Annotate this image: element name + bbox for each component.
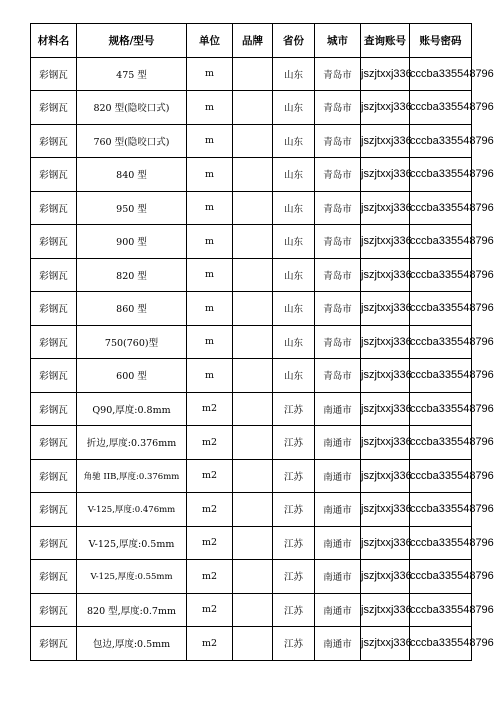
cell-account-password: cccba335548796 xyxy=(410,258,472,292)
table-row xyxy=(31,191,472,225)
cell-city: 南通市 xyxy=(315,392,361,426)
cell-query-account: jszjtxxj336 xyxy=(361,426,410,460)
cell-spec: 包边,厚度:0.5mm xyxy=(77,627,187,661)
cell-account-password: cccba335548796 xyxy=(410,560,472,594)
cell-city: 青岛市 xyxy=(315,325,361,359)
table-row xyxy=(31,124,472,158)
cell-query-account: jszjtxxj336 xyxy=(361,91,410,125)
cell-city: 南通市 xyxy=(315,526,361,560)
table-row xyxy=(31,57,472,91)
cell-spec: 840 型 xyxy=(77,158,187,192)
cell-city: 南通市 xyxy=(315,459,361,493)
cell-province: 江苏 xyxy=(273,392,315,426)
header-material: 材料名 xyxy=(31,24,77,58)
header-province: 省份 xyxy=(273,24,315,58)
cell-account-password: cccba335548796 xyxy=(410,359,472,393)
header-account-password: 账号密码 xyxy=(410,24,472,58)
cell-material: 彩钢瓦 xyxy=(31,359,77,393)
cell-unit: m2 xyxy=(187,627,233,661)
table-row xyxy=(31,593,472,627)
cell-brand xyxy=(233,124,273,158)
table-row xyxy=(31,493,472,527)
cell-unit: m xyxy=(187,124,233,158)
cell-city: 青岛市 xyxy=(315,191,361,225)
cell-query-account: jszjtxxj336 xyxy=(361,325,410,359)
cell-material: 彩钢瓦 xyxy=(31,225,77,259)
cell-spec: 860 型 xyxy=(77,292,187,326)
cell-city: 南通市 xyxy=(315,627,361,661)
cell-material: 彩钢瓦 xyxy=(31,57,77,91)
header-brand: 品牌 xyxy=(233,24,273,58)
table-row xyxy=(31,359,472,393)
cell-material: 彩钢瓦 xyxy=(31,292,77,326)
cell-spec: 折边,厚度:0.376mm xyxy=(77,426,187,460)
cell-city: 青岛市 xyxy=(315,158,361,192)
cell-brand xyxy=(233,225,273,259)
cell-unit: m xyxy=(187,258,233,292)
cell-spec: Q90,厚度:0.8mm xyxy=(77,392,187,426)
cell-material: 彩钢瓦 xyxy=(31,325,77,359)
cell-material: 彩钢瓦 xyxy=(31,124,77,158)
cell-account-password: cccba335548796 xyxy=(410,158,472,192)
cell-province: 山东 xyxy=(273,57,315,91)
cell-account-password: cccba335548796 xyxy=(410,593,472,627)
cell-brand xyxy=(233,560,273,594)
cell-spec: 750(760)型 xyxy=(77,325,187,359)
cell-material: 彩钢瓦 xyxy=(31,426,77,460)
table-row xyxy=(31,392,472,426)
cell-account-password: cccba335548796 xyxy=(410,57,472,91)
cell-brand xyxy=(233,158,273,192)
cell-query-account: jszjtxxj336 xyxy=(361,392,410,426)
table-row xyxy=(31,560,472,594)
cell-spec: 角驰 IIB,厚度:0.376mm xyxy=(77,459,187,493)
cell-province: 山东 xyxy=(273,158,315,192)
table-header-row xyxy=(31,24,472,58)
cell-account-password: cccba335548796 xyxy=(410,526,472,560)
table-row xyxy=(31,627,472,661)
header-unit: 单位 xyxy=(187,24,233,58)
table-body xyxy=(31,57,494,660)
cell-province: 江苏 xyxy=(273,526,315,560)
cell-unit: m xyxy=(187,158,233,192)
cell-brand xyxy=(233,627,273,661)
header-city: 城市 xyxy=(315,24,361,58)
cell-brand xyxy=(233,258,273,292)
cell-brand xyxy=(233,426,273,460)
table-row xyxy=(31,526,472,560)
cell-query-account: jszjtxxj336 xyxy=(361,359,410,393)
cell-material: 彩钢瓦 xyxy=(31,459,77,493)
cell-city: 青岛市 xyxy=(315,292,361,326)
cell-query-account: jszjtxxj336 xyxy=(361,191,410,225)
cell-spec: V-125,厚度:0.55mm xyxy=(77,560,187,594)
cell-spec: V-125,厚度:0.5mm xyxy=(77,526,187,560)
table-row xyxy=(31,158,472,192)
cell-material: 彩钢瓦 xyxy=(31,526,77,560)
cell-material: 彩钢瓦 xyxy=(31,392,77,426)
cell-province: 山东 xyxy=(273,225,315,259)
cell-city: 青岛市 xyxy=(315,258,361,292)
cell-unit: m xyxy=(187,191,233,225)
cell-query-account: jszjtxxj336 xyxy=(361,292,410,326)
cell-province: 江苏 xyxy=(273,459,315,493)
cell-brand xyxy=(233,57,273,91)
cell-spec: V-125,厚度:0.476mm xyxy=(77,493,187,527)
cell-spec: 950 型 xyxy=(77,191,187,225)
cell-material: 彩钢瓦 xyxy=(31,593,77,627)
cell-spec: 820 型 xyxy=(77,258,187,292)
cell-query-account: jszjtxxj336 xyxy=(361,158,410,192)
cell-unit: m xyxy=(187,292,233,326)
cell-material: 彩钢瓦 xyxy=(31,493,77,527)
table-row xyxy=(31,258,472,292)
cell-query-account: jszjtxxj336 xyxy=(361,225,410,259)
cell-province: 江苏 xyxy=(273,493,315,527)
cell-unit: m2 xyxy=(187,560,233,594)
cell-unit: m xyxy=(187,225,233,259)
table-row xyxy=(31,426,472,460)
cell-province: 江苏 xyxy=(273,560,315,594)
cell-material: 彩钢瓦 xyxy=(31,91,77,125)
cell-brand xyxy=(233,191,273,225)
cell-material: 彩钢瓦 xyxy=(31,158,77,192)
cell-material: 彩钢瓦 xyxy=(31,560,77,594)
cell-spec: 760 型(隐咬口式) xyxy=(77,124,187,158)
cell-spec: 600 型 xyxy=(77,359,187,393)
cell-account-password: cccba335548796 xyxy=(410,426,472,460)
header-query-account: 查询账号 xyxy=(361,24,410,58)
cell-province: 山东 xyxy=(273,191,315,225)
cell-unit: m2 xyxy=(187,392,233,426)
cell-brand xyxy=(233,493,273,527)
cell-query-account: jszjtxxj336 xyxy=(361,459,410,493)
cell-brand xyxy=(233,593,273,627)
cell-account-password: cccba335548796 xyxy=(410,627,472,661)
cell-query-account: jszjtxxj336 xyxy=(361,493,410,527)
cell-account-password: cccba335548796 xyxy=(410,191,472,225)
cell-city: 青岛市 xyxy=(315,225,361,259)
cell-province: 山东 xyxy=(273,258,315,292)
cell-province: 山东 xyxy=(273,292,315,326)
cell-province: 江苏 xyxy=(273,593,315,627)
cell-account-password: cccba335548796 xyxy=(410,91,472,125)
cell-account-password: cccba335548796 xyxy=(410,392,472,426)
price-table xyxy=(30,23,494,661)
cell-city: 南通市 xyxy=(315,493,361,527)
cell-city: 南通市 xyxy=(315,426,361,460)
cell-unit: m2 xyxy=(187,593,233,627)
cell-unit: m xyxy=(187,57,233,91)
cell-city: 青岛市 xyxy=(315,57,361,91)
cell-query-account: jszjtxxj336 xyxy=(361,627,410,661)
cell-query-account: jszjtxxj336 xyxy=(361,593,410,627)
table-row xyxy=(31,459,472,493)
cell-brand xyxy=(233,325,273,359)
cell-unit: m2 xyxy=(187,426,233,460)
cell-query-account: jszjtxxj336 xyxy=(361,526,410,560)
table-row xyxy=(31,292,472,326)
cell-spec: 820 型(隐咬口式) xyxy=(77,91,187,125)
cell-account-password: cccba335548796 xyxy=(410,292,472,326)
cell-material: 彩钢瓦 xyxy=(31,258,77,292)
cell-unit: m2 xyxy=(187,526,233,560)
table-row xyxy=(31,225,472,259)
cell-material: 彩钢瓦 xyxy=(31,627,77,661)
cell-account-password: cccba335548796 xyxy=(410,459,472,493)
cell-brand xyxy=(233,359,273,393)
table-row xyxy=(31,91,472,125)
cell-account-password: cccba335548796 xyxy=(410,325,472,359)
cell-city: 南通市 xyxy=(315,560,361,594)
cell-brand xyxy=(233,459,273,493)
cell-unit: m xyxy=(187,325,233,359)
cell-unit: m2 xyxy=(187,493,233,527)
cell-brand xyxy=(233,526,273,560)
cell-query-account: jszjtxxj336 xyxy=(361,258,410,292)
cell-spec: 475 型 xyxy=(77,57,187,91)
cell-city: 南通市 xyxy=(315,593,361,627)
cell-province: 山东 xyxy=(273,91,315,125)
table-row xyxy=(31,325,472,359)
cell-query-account: jszjtxxj336 xyxy=(361,124,410,158)
cell-spec: 900 型 xyxy=(77,225,187,259)
cell-province: 山东 xyxy=(273,325,315,359)
cell-brand xyxy=(233,91,273,125)
cell-province: 山东 xyxy=(273,359,315,393)
cell-unit: m2 xyxy=(187,459,233,493)
cell-province: 江苏 xyxy=(273,426,315,460)
cell-province: 山东 xyxy=(273,124,315,158)
cell-city: 青岛市 xyxy=(315,124,361,158)
document-page xyxy=(30,23,494,661)
cell-account-password: cccba335548796 xyxy=(410,493,472,527)
cell-unit: m xyxy=(187,359,233,393)
cell-city: 青岛市 xyxy=(315,359,361,393)
cell-unit: m xyxy=(187,91,233,125)
cell-account-password: cccba335548796 xyxy=(410,124,472,158)
cell-brand xyxy=(233,292,273,326)
cell-brand xyxy=(233,392,273,426)
cell-account-password: cccba335548796 xyxy=(410,225,472,259)
cell-spec: 820 型,厚度:0.7mm xyxy=(77,593,187,627)
cell-city: 青岛市 xyxy=(315,91,361,125)
header-spec: 规格/型号 xyxy=(77,24,187,58)
cell-province: 江苏 xyxy=(273,627,315,661)
cell-material: 彩钢瓦 xyxy=(31,191,77,225)
cell-query-account: jszjtxxj336 xyxy=(361,57,410,91)
cell-query-account: jszjtxxj336 xyxy=(361,560,410,594)
